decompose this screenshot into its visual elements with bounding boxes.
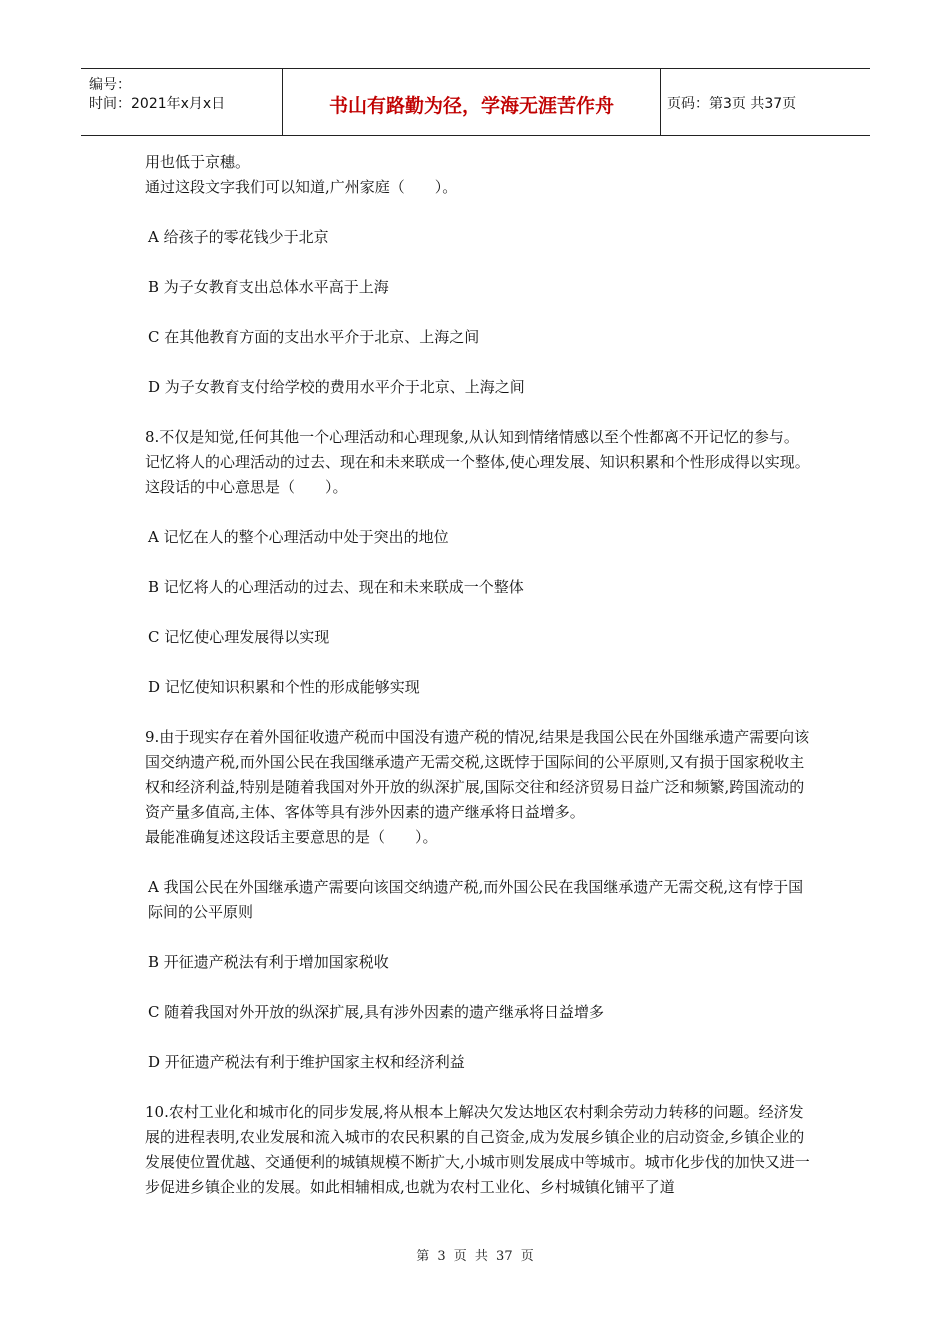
page-number-label: 页码：第3页 共37页	[667, 96, 797, 112]
header-left-cell	[81, 69, 283, 135]
question-7-option-c: C 在其他教育方面的支出水平介于北京、上海之间	[148, 328, 480, 346]
question-8-option-d: D 记忆使知识积累和个性的形成能够实现	[148, 678, 420, 696]
question-9-option-b: B 开征遗产税法有利于增加国家税收	[148, 953, 389, 971]
page-footer: 第 3 页 共 37 页	[416, 1249, 534, 1264]
question-7-tail: 用也低于京穗。	[145, 153, 251, 171]
header-right-cell	[661, 69, 870, 135]
question-7-option-b: B 为子女教育支出总体水平高于上海	[148, 278, 389, 296]
question-7-option-a: A 给孩子的零花钱少于北京	[148, 228, 329, 246]
question-9-prompt: 最能准确复述这段话主要意思的是（ ）。	[145, 828, 438, 846]
question-7-option-d: D 为子女教育支付给学校的费用水平介于北京、上海之间	[148, 378, 525, 396]
motto-title: 书山有路勤为径，学海无涯苦作舟	[328, 95, 614, 117]
question-8-text: 8.不仅是知觉,任何其他一个心理活动和心理现象,从认知到情绪情感以至个性都离不开记忆的参与。记忆将人的心理活动的过去、现在和未来联成一个整体,使心理发展、知识积累和个性形成得以实现。	[145, 428, 810, 471]
document-body	[145, 150, 810, 1200]
document-number-label: 编号：	[89, 77, 131, 93]
question-9-option-d: D 开征遗产税法有利于维护国家主权和经济利益	[148, 1053, 465, 1071]
question-7-prompt: 通过这段文字我们可以知道,广州家庭（ ）。	[145, 178, 458, 196]
question-8-option-c: C 记忆使心理发展得以实现	[148, 628, 330, 646]
document-date-label: 时间：2021年x月x日	[89, 96, 226, 112]
question-8-option-a: A 记忆在人的整个心理活动中处于突出的地位	[148, 528, 449, 546]
question-8-option-b: B 记忆将人的心理活动的过去、现在和未来联成一个整体	[148, 578, 524, 596]
header-table	[81, 68, 870, 136]
question-9-option-c: C 随着我国对外开放的纵深扩展,具有涉外因素的遗产继承将日益增多	[148, 1003, 605, 1021]
question-10-text: 10.农村工业化和城市化的同步发展,将从根本上解决欠发达地区农村剩余劳动力转移的问题。经济发展的进程表明,农业发展和流入城市的农民积累的自己资金,成为发展乡镇企业的启动资金,乡镇企业的发展使位置优越、交通便利的城镇规模不断扩大,小城市则发展成中等城市。城市化步伐的加快又进一步促进乡镇企业的发展。如此相辅相成,也就为农村工业化、乡村城镇化铺平了道	[145, 1103, 810, 1196]
header-middle-cell	[283, 69, 661, 135]
question-9-text: 9.由于现实存在着外国征收遗产税而中国没有遗产税的情况,结果是我国公民在外国继承遗产需要向该国交纳遗产税,而外国公民在我国继承遗产无需交税,这既悖于国际间的公平原则,又有损于国家税收主权和经济利益,特别是随着我国对外开放的纵深扩展,国际交往和经济贸易日益广泛和频繁,跨国流动的资产量多值高,主体、客体等具有涉外因素的遗产继承将日益增多。	[145, 728, 810, 821]
question-9-option-a: A 我国公民在外国继承遗产需要向该国交纳遗产税,而外国公民在我国继承遗产无需交税,这有悖于国际间的公平原则	[148, 878, 804, 921]
question-8-prompt: 这段话的中心意思是（ ）。	[145, 478, 348, 496]
